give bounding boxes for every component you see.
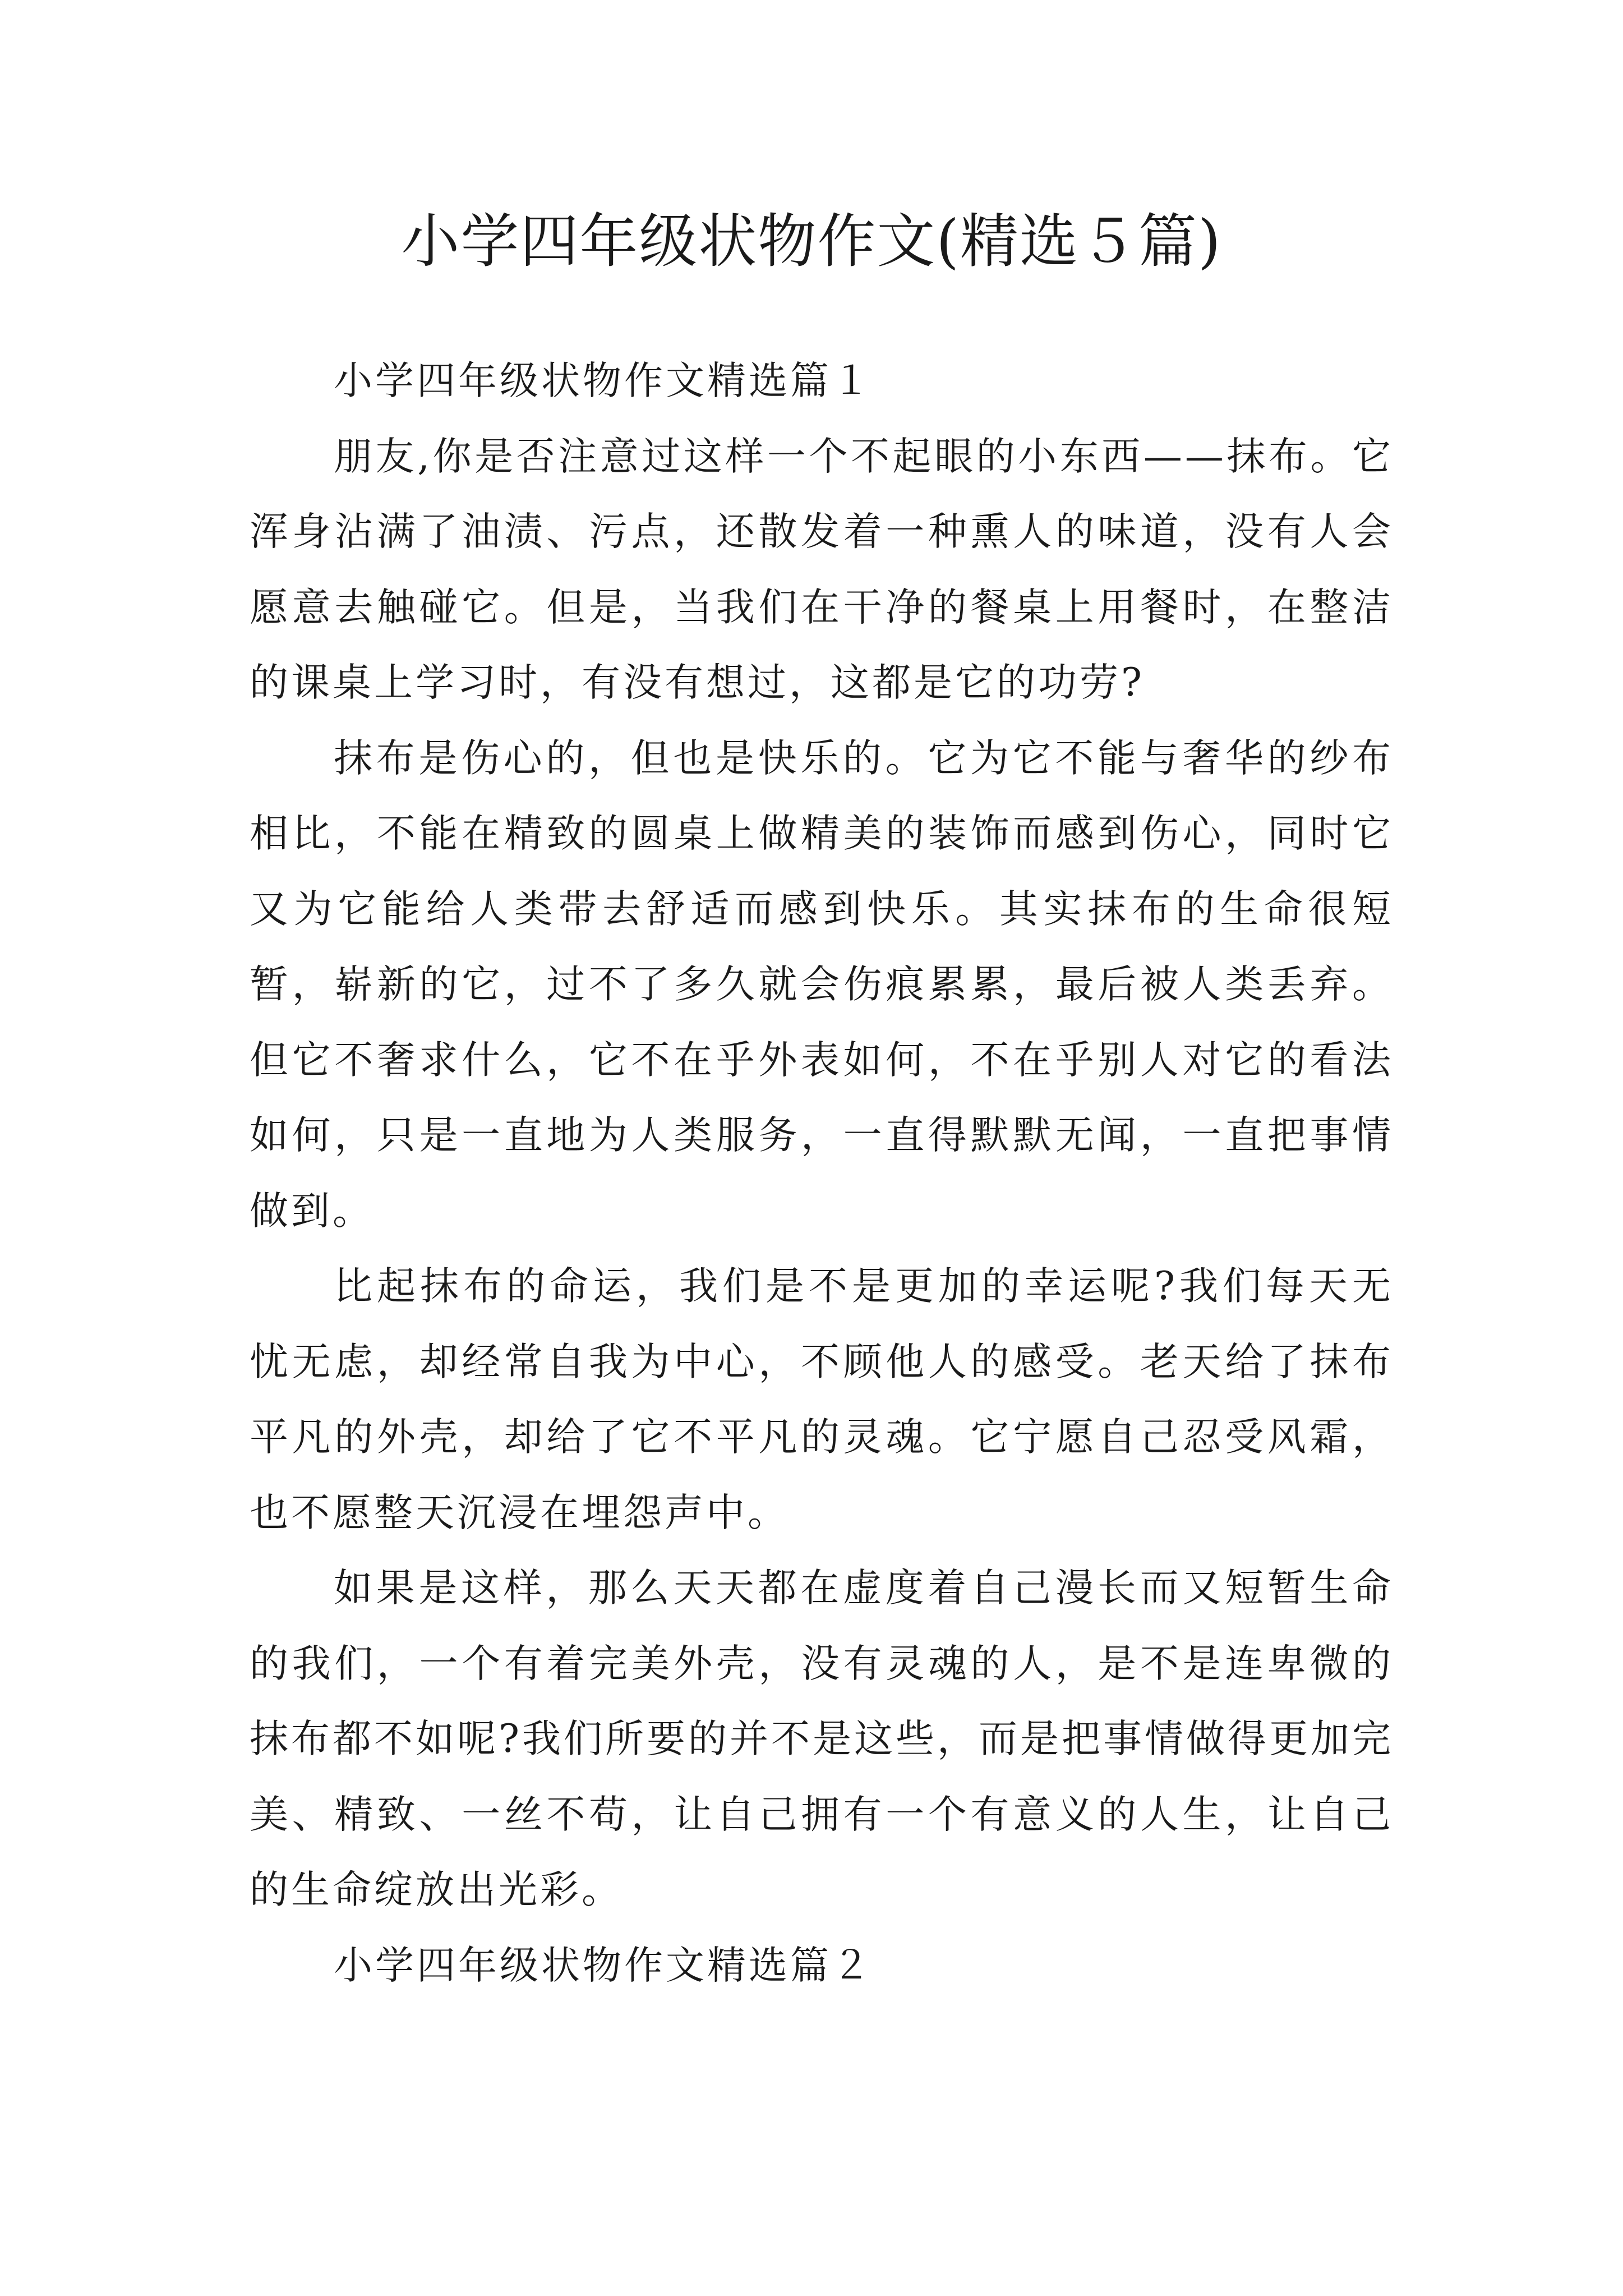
paragraph-1: 朋友,你是否注意过这样一个不起眼的小东西——抹布。它浑身沾满了油渍、污点，还散发着一种熏人的味道，没有人会愿意去触碰它。但是，当我们在干净的餐桌上用餐时，在整洁的课桌上学习时，有没有想过，这都是它的功劳? <box>250 434 1394 705</box>
document-body <box>250 343 1394 2003</box>
paragraph-3: 比起抹布的命运，我们是不是更加的幸运呢?我们每天无忧无虑，却经常自我为中心，不顾他人的感受。老天给了抹布平凡的外壳，却给了它不平凡的灵魂。它宁愿自己忍受风霜，也不愿整天沉浸在埋怨声中。 <box>250 1264 1394 1535</box>
paragraph-4: 如果是这样，那么天天都在虚度着自己漫长而又短暂生命的我们，一个有着完美外壳，没有灵魂的人，是不是连卑微的抹布都不如呢?我们所要的并不是这些，而是把事情做得更加完美、精致、一丝不苟，让自己拥有一个有意义的人生，让自己的生命绽放出光彩。 <box>250 1566 1394 1912</box>
section-heading-1: 小学四年级状物作文精选篇１ <box>334 358 873 403</box>
section-heading-2: 小学四年级状物作文精选篇２ <box>334 1943 873 1988</box>
document-title: 小学四年级状物作文(精选５篇) <box>401 207 1222 275</box>
paragraph-2: 抹布是伤心的，但也是快乐的。它为它不能与奢华的纱布相比，不能在精致的圆桌上做精美的装饰而感到伤心，同时它又为它能给人类带去舒适而感到快乐。其实抹布的生命很短暂，崭新的它，过不了多久就会伤痕累累，最后被人类丢弃。但它不奢求什么，它不在乎外表如何，不在乎别人对它的看法如何，只是一直地为人类服务，一直得默默无闻，一直把事情做到。 <box>250 735 1394 1234</box>
